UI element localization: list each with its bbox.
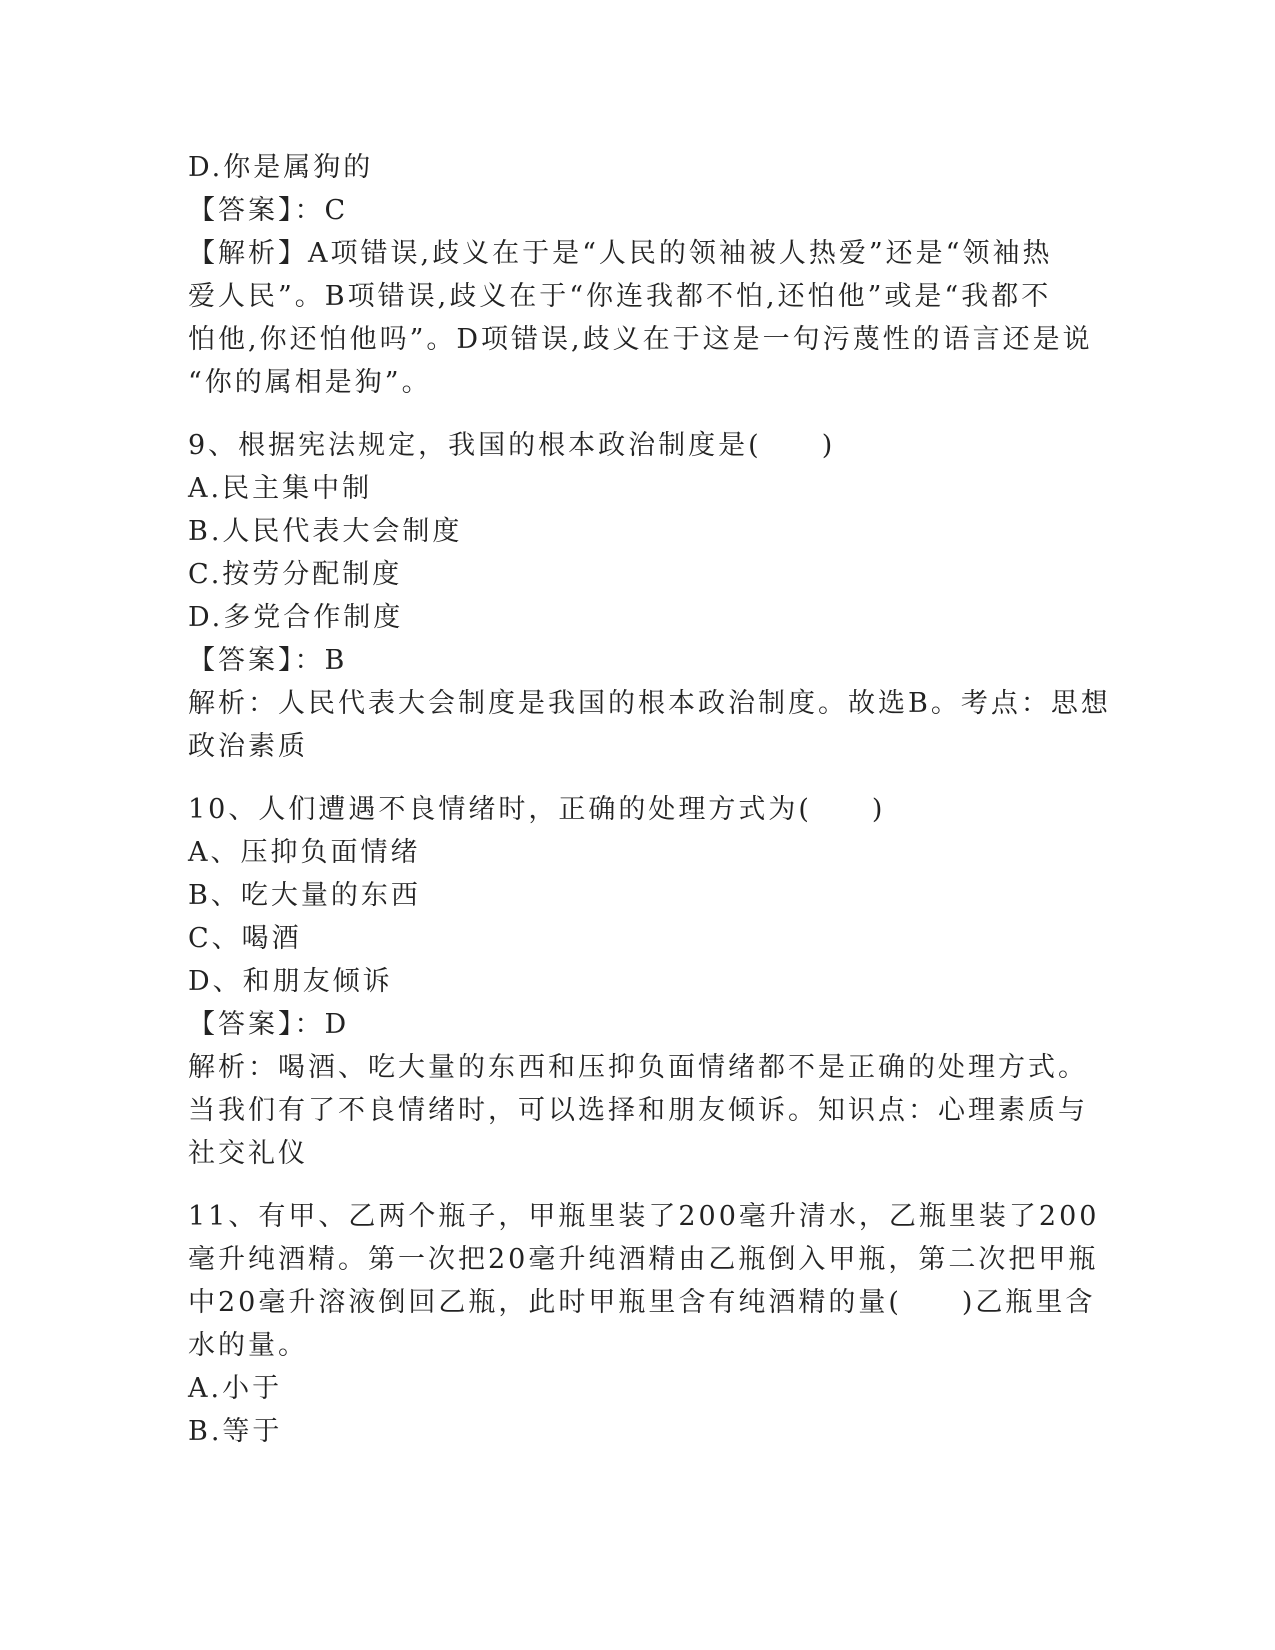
explanation-line: 政治素质 xyxy=(188,731,308,762)
option-c: C、喝酒 xyxy=(188,923,302,954)
answer-line: 【答案】：D xyxy=(188,1009,350,1040)
question-8-tail xyxy=(188,146,1093,404)
option-c: C.按劳分配制度 xyxy=(188,559,403,590)
explanation-line: “你的属相是狗”。 xyxy=(188,367,432,398)
option-d: D.多党合作制度 xyxy=(188,602,404,633)
question-stem: 9、根据宪法规定，我国的根本政治制度是( ) xyxy=(188,430,836,461)
question-stem: 水的量。 xyxy=(188,1330,308,1361)
explanation-line: 爱人民”。B项错误,歧义在于“你连我都不怕,还怕他”或是“我都不 xyxy=(188,281,1052,312)
option-d: D、和朋友倾诉 xyxy=(188,966,393,997)
explanation-line: 解析：喝酒、吃大量的东西和压抑负面情绪都不是正确的处理方式。 xyxy=(188,1052,1088,1083)
explanation-line: 【解析】A项错误,歧义在于是“人民的领袖被人热爱”还是“领袖热 xyxy=(188,238,1053,269)
question-stem: 10、人们遭遇不良情绪时，正确的处理方式为( ) xyxy=(188,794,886,825)
option-a: A.民主集中制 xyxy=(188,473,373,504)
question-stem: 11、有甲、乙两个瓶子，甲瓶里装了200毫升清水，乙瓶里装了200 xyxy=(188,1201,1100,1232)
answer-line: 【答案】：B xyxy=(188,645,348,676)
answer-line: 【答案】：C xyxy=(188,195,349,226)
explanation-line: 当我们有了不良情绪时，可以选择和朋友倾诉。知识点：心理素质与 xyxy=(188,1095,1088,1126)
question-9 xyxy=(188,424,1111,768)
question-stem: 中20毫升溶液倒回乙瓶，此时甲瓶里含有纯酒精的量( )乙瓶里含 xyxy=(188,1287,1096,1318)
question-10 xyxy=(188,788,1088,1175)
document-page xyxy=(188,146,1111,1453)
option-b: B.人民代表大会制度 xyxy=(188,516,463,547)
explanation-line: 解析：人民代表大会制度是我国的根本政治制度。故选B。考点：思想 xyxy=(188,688,1111,719)
question-stem: 毫升纯酒精。第一次把20毫升纯酒精由乙瓶倒入甲瓶，第二次把甲瓶 xyxy=(188,1244,1099,1275)
option-b: B、吃大量的东西 xyxy=(188,880,421,911)
option-b: B.等于 xyxy=(188,1416,283,1447)
question-11 xyxy=(188,1195,1100,1453)
option-a: A、压抑负面情绪 xyxy=(188,837,421,868)
option-d: D.你是属狗的 xyxy=(188,152,374,183)
explanation-line: 怕他,你还怕他吗”。D项错误,歧义在于这是一句污蔑性的语言还是说 xyxy=(188,324,1093,355)
explanation-line: 社交礼仪 xyxy=(188,1138,308,1169)
option-a: A.小于 xyxy=(188,1373,283,1404)
